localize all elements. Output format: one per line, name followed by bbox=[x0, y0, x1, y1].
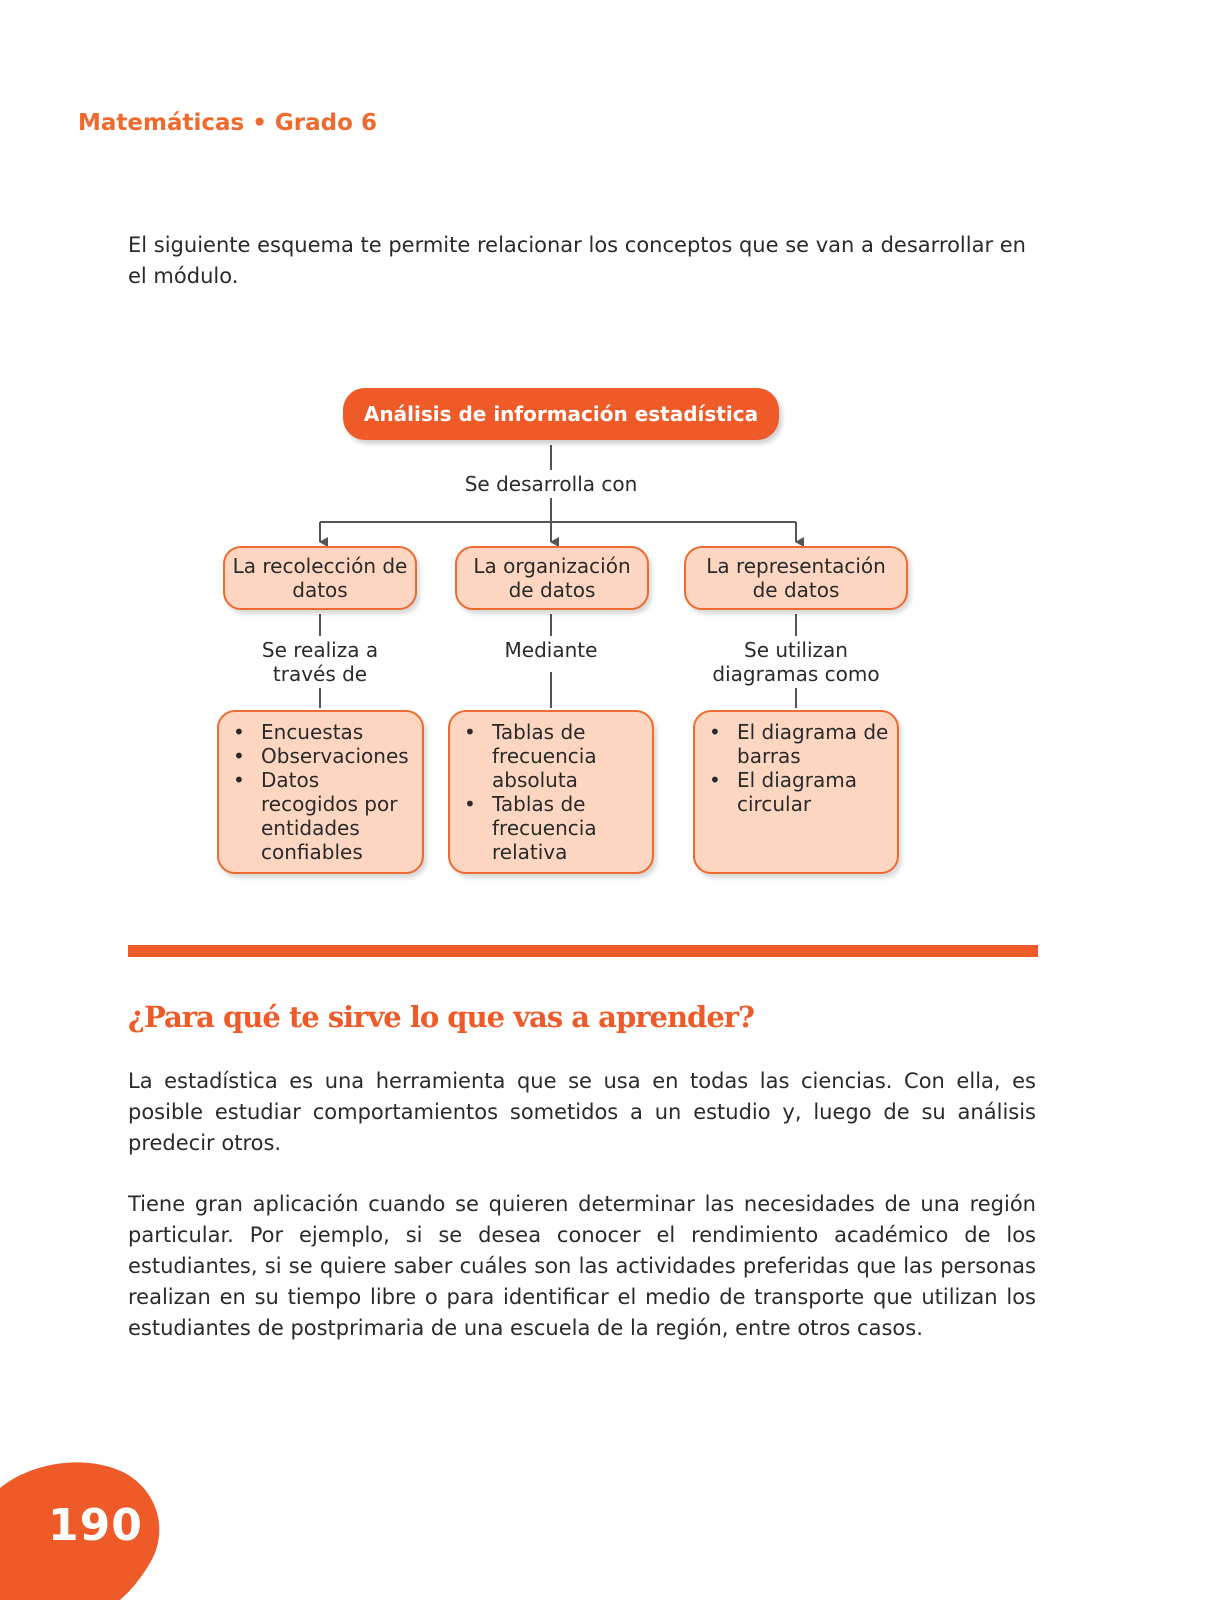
list-item: • Observaciones bbox=[229, 744, 414, 768]
paragraph-2: Tiene gran aplicación cuando se quieren determinar las necesidades de una región particular. Por ejemplo, si se desea conocer el rendimiento académico de los estudiantes, si se quiere saber cuáles son las actividades preferidas que las personas realizan en su tiempo libre o para identificar el medio de transporte que utilizan los estudiantes de postprimaria de una escuela de la región, entre otros casos. bbox=[128, 1192, 1036, 1340]
node-recoleccion-label: La recolección de datos bbox=[232, 554, 408, 602]
node-representacion-label: La representación de datos bbox=[706, 554, 886, 602]
link-label-representacion: Se utilizan diagramas como bbox=[703, 638, 889, 686]
leaf-representacion bbox=[693, 710, 899, 874]
leaf-organizacion bbox=[448, 710, 654, 874]
link-label-recoleccion: Se realiza a través de bbox=[240, 638, 400, 686]
list-item: • Datos recogidos por entidades confiables bbox=[229, 768, 414, 864]
paragraph-1: La estadística es una herramienta que se usa en todas las ciencias. Con ella, es posible estudiar comportamientos sometidos a un estudio y, luego de su análisis predecir otros. bbox=[128, 1069, 1036, 1155]
list-item: • El diagrama circular bbox=[705, 768, 889, 816]
node-organizacion bbox=[455, 546, 649, 610]
list-item: • Tablas de frecuencia relativa bbox=[460, 792, 644, 864]
root-node: Análisis de información estadística bbox=[343, 388, 779, 440]
node-recoleccion bbox=[223, 546, 417, 610]
list-item: • Encuestas bbox=[229, 720, 414, 744]
list-item: • El diagrama de barras bbox=[705, 720, 889, 768]
list-item: • Tablas de frecuencia absoluta bbox=[460, 720, 644, 792]
link-label-organizacion: Mediante bbox=[481, 638, 621, 662]
node-representacion bbox=[684, 546, 908, 610]
node-organizacion-label: La organización de datos bbox=[473, 554, 631, 602]
intro-text: El siguiente esquema te permite relacionar los conceptos que se van a desarrollar en el módulo. bbox=[128, 233, 1026, 288]
root-link-label: Se desarrolla con bbox=[451, 472, 651, 496]
page-header: Matemáticas • Grado 6 bbox=[78, 110, 377, 136]
leaf-recoleccion bbox=[217, 710, 424, 874]
section-title: ¿Para qué te sirve lo que vas a aprender? bbox=[128, 1000, 755, 1034]
section-divider bbox=[128, 945, 1038, 957]
page-number: 190 bbox=[48, 1500, 143, 1551]
